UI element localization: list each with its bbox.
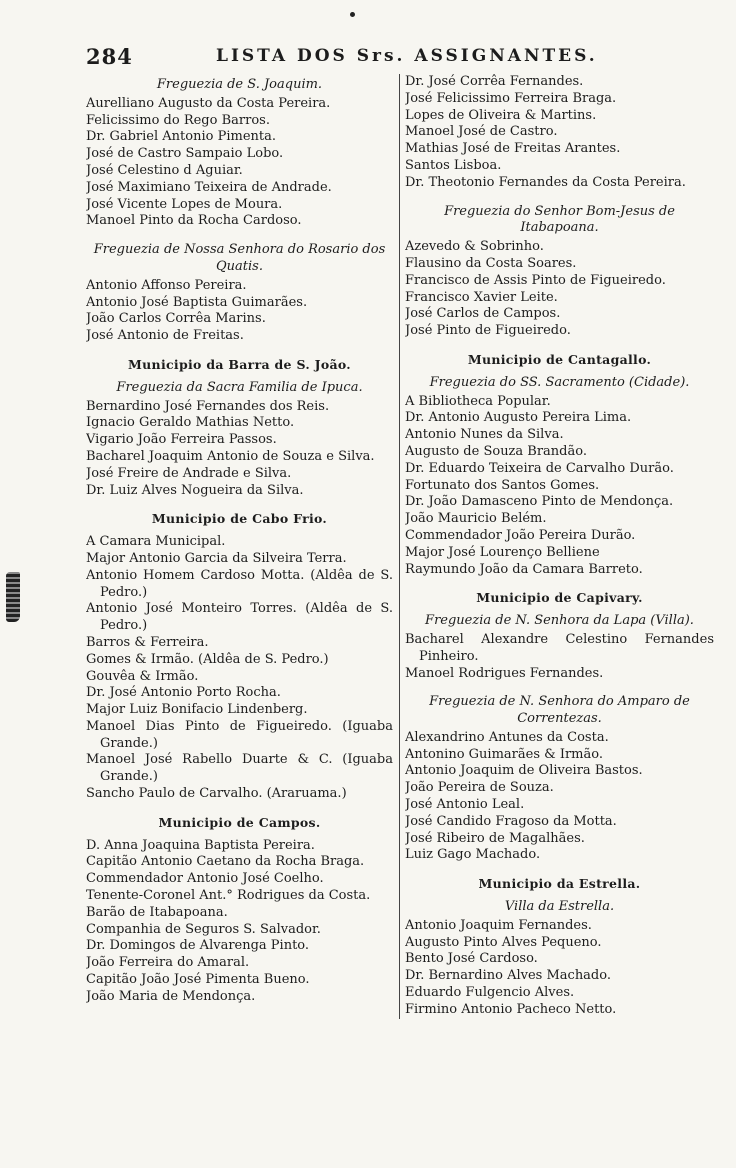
subscriber-entry: Commendador Antonio José Coelho. xyxy=(86,871,324,887)
subscriber-entry: Antonino Guimarães & Irmão. xyxy=(405,746,603,762)
subscriber-entry: Fortunato dos Santos Gomes. xyxy=(405,477,600,493)
subscriber-entry: Ignacio Geraldo Mathias Netto. xyxy=(86,415,295,431)
subscriber-entry: Companhia de Seguros S. Salvador. xyxy=(86,921,321,937)
subscriber-entry: Manoel José de Castro. xyxy=(405,124,558,140)
subscriber-entry: Commendador João Pereira Durão. xyxy=(405,527,636,543)
subscriber-entry: Felicissimo do Rego Barros. xyxy=(86,112,270,128)
subscriber-entry: João Mauricio Belém. xyxy=(405,511,547,527)
subscriber-entry: José de Castro Sampaio Lobo. xyxy=(86,146,284,162)
ink-dot xyxy=(350,12,355,17)
parish-heading: Freguezia da Sacra Familia de Ipuca. xyxy=(116,379,363,395)
municipio-heading: Municipio de Capivary. xyxy=(476,590,643,606)
subscriber-entry: Mathias José de Freitas Arantes. xyxy=(405,141,621,157)
subscriber-entry: Augusto Pinto Alves Pequeno. xyxy=(405,934,602,950)
subscriber-entry: Luiz Gago Machado. xyxy=(405,847,541,863)
subscriber-entry: Antonio José Monteiro Torres. (Aldêa de S. Pedro.) xyxy=(86,601,393,634)
subscriber-entry: Antonio Nunes da Silva. xyxy=(405,427,564,443)
subscriber-entry: José Carlos de Campos. xyxy=(405,306,561,322)
subscriber-entry: Francisco Xavier Leite. xyxy=(405,289,558,305)
subscriber-entry: Manoel Rodrigues Fernandes. xyxy=(405,665,604,681)
subscriber-entry: Vigario João Ferreira Passos. xyxy=(86,432,277,448)
subscriber-entry: Bacharel Alexandre Celestino Fernandes Pinheiro. xyxy=(405,631,714,664)
right-column xyxy=(399,74,714,1019)
subscriber-entry: Dr. João Damasceno Pinto de Mendonça. xyxy=(405,494,674,510)
municipio-heading: Municipio da Barra de S. João. xyxy=(128,356,351,372)
subscriber-entry: Dr. Theotonio Fernandes da Costa Pereira. xyxy=(405,174,686,190)
subscriber-entry: Capitão João José Pimenta Bueno. xyxy=(86,972,310,988)
municipio-heading: Municipio da Estrella. xyxy=(478,876,641,892)
parish-heading: Freguezia de Nossa Senhora do Rosario dos Quatis. xyxy=(93,242,386,274)
subscriber-entry: A Bibliotheca Popular. xyxy=(405,393,551,409)
subscriber-entry: Capitão Antonio Caetano da Rocha Braga. xyxy=(86,854,365,870)
subscriber-entry: Antonio Affonso Pereira. xyxy=(86,277,247,293)
parish-heading: Freguezia de N. Senhora da Lapa (Villa). xyxy=(425,613,694,629)
subscriber-entry: Manoel Pinto da Rocha Cardoso. xyxy=(86,213,302,229)
subscriber-entry: Bacharel Joaquim Antonio de Souza e Silva. xyxy=(86,448,375,464)
subscriber-entry: Antonio José Baptista Guimarães. xyxy=(86,294,308,310)
subscriber-list xyxy=(86,74,714,1019)
subscriber-entry: José Pinto de Figueiredo. xyxy=(405,323,571,339)
subscriber-entry: Major José Lourenço Belliene xyxy=(405,544,600,560)
municipio-heading: Municipio de Cabo Frio. xyxy=(151,511,328,527)
parish-heading: Villa da Estrella. xyxy=(504,899,615,915)
subscriber-entry: Bernardino José Fernandes dos Reis. xyxy=(86,398,330,414)
subscriber-entry: Gouvêa & Irmão. xyxy=(86,668,199,684)
subscriber-entry: José Freire de Andrade e Silva. xyxy=(86,465,292,481)
subscriber-entry: Dr. Antonio Augusto Pereira Lima. xyxy=(405,410,632,426)
subscriber-entry: João Pereira de Souza. xyxy=(405,780,554,796)
subscriber-entry: Firmino Antonio Pacheco Netto. xyxy=(405,1001,617,1017)
subscriber-entry: José Candido Fragoso da Motta. xyxy=(405,813,617,829)
subscriber-entry: Antonio Homem Cardoso Motta. (Aldêa de S. Pedro.) xyxy=(86,567,393,600)
subscriber-entry: Barão de Itabapoana. xyxy=(86,904,228,920)
subscriber-entry: Flausino da Costa Soares. xyxy=(405,255,577,271)
subscriber-entry: José Antonio de Freitas. xyxy=(86,328,244,344)
subscriber-entry: Dr. Domingos de Alvarenga Pinto. xyxy=(86,938,310,954)
subscriber-entry: José Vicente Lopes de Moura. xyxy=(86,196,283,212)
page-number: 284 xyxy=(86,44,133,69)
parish-heading: Freguezia do Senhor Bom-Jesus de Itabapoana. xyxy=(444,203,675,236)
left-column xyxy=(86,74,399,1019)
subscriber-entry: Sancho Paulo de Carvalho. (Araruama.) xyxy=(86,786,347,802)
subscriber-entry: Antonio Joaquim Fernandes. xyxy=(405,917,592,933)
municipio-heading: Municipio de Cantagallo. xyxy=(467,351,652,367)
subscriber-entry: Dr. Eduardo Teixeira de Carvalho Durão. xyxy=(405,460,674,476)
subscriber-entry: Eduardo Fulgencio Alves. xyxy=(405,985,575,1001)
parish-heading: Freguezia do SS. Sacramento (Cidade). xyxy=(429,374,690,390)
subscriber-entry: Antonio Joaquim de Oliveira Bastos. xyxy=(405,763,643,779)
margin-ink-stamp xyxy=(6,572,20,622)
subscriber-entry: Dr. José Antonio Porto Rocha. xyxy=(86,685,281,701)
subscriber-entry: Dr. Bernardino Alves Machado. xyxy=(405,968,611,984)
subscriber-entry: Dr. José Corrêa Fernandes. xyxy=(405,74,584,89)
subscriber-entry: José Felicissimo Ferreira Braga. xyxy=(405,90,617,106)
subscriber-entry: Tenente-Coronel Ant.° Rodrigues da Costa. xyxy=(86,888,371,904)
subscriber-entry: Alexandrino Antunes da Costa. xyxy=(405,729,609,745)
subscriber-entry: Manoel José Rabello Duarte & C. (Iguaba Grande.) xyxy=(86,752,393,785)
subscriber-entry: Barros & Ferreira. xyxy=(86,634,209,650)
subscriber-entry: José Antonio Leal. xyxy=(405,797,525,813)
subscriber-entry: João Ferreira do Amaral. xyxy=(86,955,250,971)
subscriber-entry: D. Anna Joaquina Baptista Pereira. xyxy=(86,837,315,853)
subscriber-entry: Major Antonio Garcia da Silveira Terra. xyxy=(86,550,347,566)
municipio-heading: Municipio de Campos. xyxy=(158,814,321,830)
running-title: LISTA DOS Srs. ASSIGNANTES. xyxy=(216,46,598,66)
page-header xyxy=(86,44,714,70)
subscriber-entry: Gomes & Irmão. (Aldêa de S. Pedro.) xyxy=(86,651,329,667)
subscriber-entry: José Celestino d Aguiar. xyxy=(86,162,243,178)
subscriber-entry: Augusto de Souza Brandão. xyxy=(405,443,587,459)
subscriber-entry: Dr. Gabriel Antonio Pimenta. xyxy=(86,129,276,145)
subscriber-entry: José Maximiano Teixeira de Andrade. xyxy=(86,179,332,195)
subscriber-entry: A Camara Municipal. xyxy=(86,534,226,550)
subscriber-entry: Manoel Dias Pinto de Figueiredo. (Iguaba Grande.) xyxy=(86,718,393,751)
subscriber-entry: Major Luiz Bonifacio Lindenberg. xyxy=(86,702,308,718)
subscriber-entry: Azevedo & Sobrinho. xyxy=(405,239,544,255)
subscriber-entry: Raymundo João da Camara Barreto. xyxy=(405,561,643,577)
subscriber-entry: Lopes de Oliveira & Martins. xyxy=(405,107,597,123)
subscriber-entry: Francisco de Assis Pinto de Figueiredo. xyxy=(405,272,666,288)
parish-heading: Freguezia de N. Senhora do Amparo de Correntezas. xyxy=(429,694,690,727)
parish-heading: Freguezia de S. Joaquim. xyxy=(156,77,323,92)
subscriber-entry: Dr. Luiz Alves Nogueira da Silva. xyxy=(86,482,304,498)
subscriber-entry: João Maria de Mendonça. xyxy=(86,988,256,1004)
subscriber-entry: José Ribeiro de Magalhães. xyxy=(405,830,585,846)
subscriber-entry: João Carlos Corrêa Marins. xyxy=(86,311,266,327)
subscriber-entry: Santos Lisboa. xyxy=(405,157,502,173)
subscriber-entry: Aurelliano Augusto da Costa Pereira. xyxy=(86,95,331,111)
subscriber-entry: Bento José Cardoso. xyxy=(405,951,538,967)
